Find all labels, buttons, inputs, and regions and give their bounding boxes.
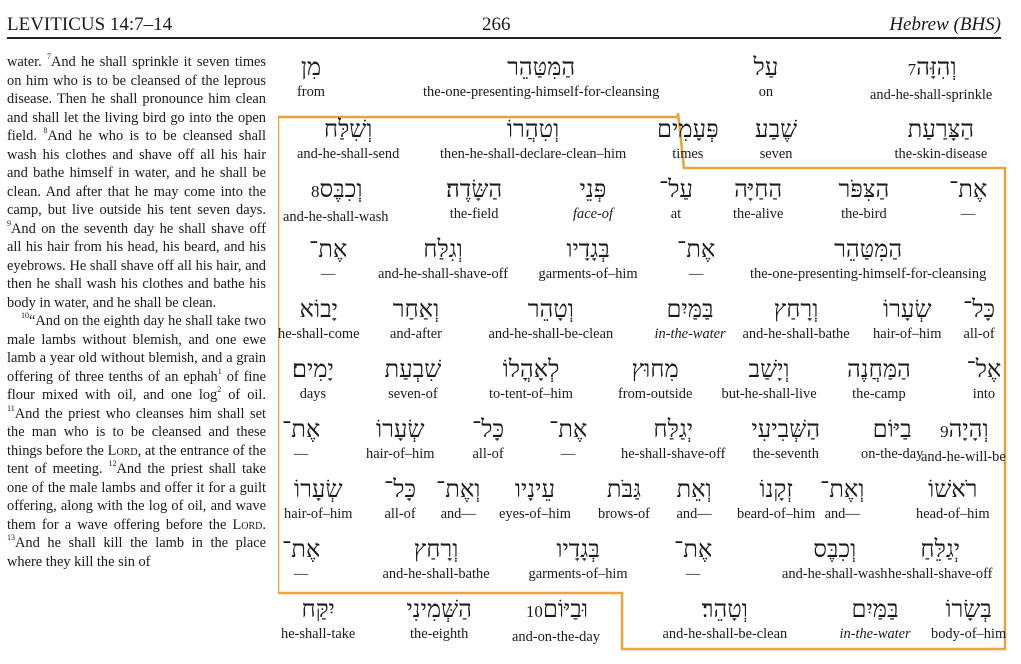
footnote-marker[interactable]: 1 <box>217 366 222 376</box>
english-gloss: days <box>299 386 327 402</box>
hebrew-word: הַמִּטַּהֵר <box>834 235 903 263</box>
hebrew-word: וְרָחַץ <box>413 535 459 563</box>
english-gloss: — <box>560 446 576 462</box>
english-text: of oil. <box>221 387 266 403</box>
hebrew-word: הַצִּפֹּר <box>838 175 890 203</box>
header-rule <box>7 37 1001 39</box>
english-text: water. <box>7 54 47 70</box>
english-gloss: the-one-presenting-himself-for-cleansing <box>423 84 660 100</box>
interlinear-word[interactable] <box>873 292 941 342</box>
interlinear-line <box>278 592 1008 652</box>
hebrew-word: וְהָיָה9 <box>940 415 989 443</box>
english-gloss: he-shall-shave-off <box>621 446 726 462</box>
interlinear-word[interactable] <box>659 172 693 222</box>
interlinear-word[interactable] <box>895 112 988 162</box>
hebrew-word: הַשְּׁמִינִי <box>406 595 472 623</box>
english-text: of fine flour mixed with oil, and one log <box>7 368 266 403</box>
english-text: “And on the eighth day he shall take two male lambs without blemish, and one ewe lamb a year old without blemish, and a grain offering of three tenths of an ephah <box>7 313 266 385</box>
hebrew-word: עַל <box>753 53 779 81</box>
hebrew-word: יְגַלַּח <box>653 415 694 443</box>
interlinear-word[interactable] <box>870 50 992 103</box>
hebrew-word: עֵינָיו <box>514 475 556 503</box>
english-gloss: and-he-shall-bathe <box>382 566 490 582</box>
english-gloss: and-he-shall-sprinkle <box>870 87 993 103</box>
interlinear-word[interactable] <box>618 352 692 402</box>
english-gloss: and-he-shall-be-clean <box>662 626 788 642</box>
interlinear-word[interactable] <box>385 352 442 402</box>
english-gloss: and-he-shall-wash <box>782 566 888 582</box>
hebrew-word: הַשְּׁבִיעִי <box>751 415 821 443</box>
hebrew-word: פְּעָמִים <box>657 115 719 143</box>
hebrew-word: כָּל־ <box>384 475 417 503</box>
interlinear-word[interactable] <box>663 592 788 642</box>
english-text: And he shall sprinkle it seven times on him who is to be cleansed of the leprous disease. Then he shall pronounce him clean and shall let the living bird go into the open field. <box>7 54 267 144</box>
interlinear-word[interactable] <box>820 472 864 522</box>
hebrew-word: עַל־ <box>659 175 693 203</box>
english-paragraph <box>7 53 266 312</box>
interlinear-word[interactable] <box>278 292 360 342</box>
hebrew-word: וְשִׁלַּח <box>323 115 373 143</box>
english-gloss: and-he-will-be <box>921 449 1006 465</box>
english-gloss: hair-of–him <box>284 506 353 522</box>
english-gloss: and-on-the-day <box>512 629 600 645</box>
hebrew-word: בַּמַּיִם <box>851 595 899 623</box>
english-text: , at the entrance of the tent of meeting. <box>7 442 266 477</box>
hebrew-word: רֹאשׁוֹ <box>928 475 978 503</box>
english-gloss: times <box>672 146 704 162</box>
english-gloss: head-of–him <box>916 506 990 522</box>
hebrew-word: אֶת־ <box>949 175 988 203</box>
interlinear-word[interactable] <box>921 412 1006 465</box>
interlinear-line <box>278 352 1008 412</box>
interlinear-word[interactable] <box>677 472 712 522</box>
interlinear-word[interactable] <box>446 172 502 222</box>
english-gloss: seven-of <box>388 386 438 402</box>
english-gloss: and-he-shall-be-clean <box>488 326 614 342</box>
hebrew-word: אֶת־ <box>282 535 321 563</box>
hebrew-word: יָבוֹא <box>299 295 338 323</box>
interlinear-line <box>278 112 1008 172</box>
interlinear-word[interactable] <box>840 592 911 642</box>
interlinear-word[interactable] <box>750 232 986 282</box>
interlinear-word[interactable] <box>931 592 1006 642</box>
hebrew-word: הַצָּרַעַת <box>907 115 975 143</box>
hebrew-word: אֶת־ <box>677 235 716 263</box>
hebrew-word: בְּשָׂרוֹ <box>945 595 992 623</box>
hebrew-word: וְהִזָּה7 <box>907 53 957 81</box>
interlinear-word[interactable] <box>407 592 472 642</box>
english-paragraph <box>7 312 266 571</box>
verse-number: 12 <box>108 459 117 469</box>
english-gloss: but-he-shall-live <box>721 386 817 402</box>
english-gloss: the-bird <box>841 206 887 222</box>
english-gloss: garments-of–him <box>538 266 638 282</box>
interlinear-word[interactable] <box>489 292 614 342</box>
interlinear-line <box>278 172 1008 232</box>
english-gloss: the-camp <box>852 386 906 402</box>
english-gloss: on <box>758 84 774 100</box>
english-gloss: — <box>320 266 336 282</box>
interlinear-word[interactable] <box>657 112 719 162</box>
hebrew-word: אֶת־ <box>549 415 588 443</box>
interlinear-line <box>278 50 1008 110</box>
hebrew-word: בַיּוֹם <box>872 415 912 443</box>
interlinear-word[interactable] <box>782 532 888 582</box>
interlinear-word[interactable] <box>754 50 779 100</box>
hebrew-word: וְכִבֶּס8 <box>310 175 363 203</box>
interlinear-word[interactable] <box>297 112 399 162</box>
text-name: Hebrew (BHS) <box>889 14 1001 35</box>
english-gloss: hair-of–him <box>366 446 435 462</box>
hebrew-word: הַשָּׂדֶה׃ <box>446 175 503 203</box>
interlinear-word[interactable] <box>539 232 638 282</box>
english-gloss: eyes-of–him <box>499 506 571 522</box>
english-gloss: into <box>972 386 996 402</box>
english-gloss: — <box>688 266 704 282</box>
english-text: And on the seventh day he shall shave off all his hair from his head, his beard, and his eyebrows. He shall shave off all his hair, and then he shall wash his clothes and bathe his body in water, and he shall be clean. <box>7 220 266 311</box>
interlinear-word[interactable] <box>440 112 626 162</box>
verse-number: 7 <box>46 52 51 62</box>
english-gloss: body-of–him <box>931 626 1007 642</box>
interlinear-word[interactable] <box>967 352 1002 402</box>
hebrew-word: בְּגָדָיו <box>566 235 610 263</box>
english-gloss: face-of <box>573 206 613 222</box>
hebrew-word: וְאֶת־ <box>436 475 481 503</box>
english-gloss: all-of <box>384 506 416 522</box>
hebrew-word: פְּנֵי <box>579 175 607 203</box>
interlinear-word[interactable] <box>423 50 659 100</box>
english-gloss: and-he-shall-bathe <box>742 326 850 342</box>
interlinear-word[interactable] <box>366 412 434 462</box>
english-gloss: he-shall-shave-off <box>888 566 993 582</box>
hebrew-word: הַמִּטַּהֵר <box>507 53 576 81</box>
english-gloss: the-eighth <box>410 626 469 642</box>
english-gloss: he-shall-take <box>281 626 356 642</box>
english-gloss: from <box>297 84 325 100</box>
verse-number: 7 <box>907 60 917 79</box>
english-text: And the priest shall take one of the male lambs and offer it for a guilt offering, along with the log of oil, and wave them for a wave offering before the <box>7 461 267 533</box>
interlinear-word[interactable] <box>489 352 573 402</box>
interlinear-word[interactable] <box>283 172 389 225</box>
hebrew-word: יְגַלֵּחַ <box>920 535 961 563</box>
page-number: 266 <box>482 14 511 35</box>
hebrew-word: הַחַיָּה <box>734 175 783 203</box>
interlinear-word[interactable] <box>839 172 890 222</box>
hebrew-word: כָּל־ <box>963 295 996 323</box>
verse-number: 8 <box>310 182 320 201</box>
interlinear-word[interactable] <box>309 232 347 282</box>
interlinear-word[interactable] <box>390 292 442 342</box>
hebrew-word: שֶׁבַע <box>755 115 798 143</box>
english-gloss: and— <box>824 506 860 522</box>
english-gloss: from-outside <box>618 386 693 402</box>
hebrew-word: וְיָשַׁב <box>748 355 790 383</box>
english-gloss: and-he-shall-send <box>297 146 400 162</box>
interlinear-word[interactable] <box>292 352 334 402</box>
interlinear-word[interactable] <box>529 532 628 582</box>
hebrew-word: שְׂעָרוֹ <box>375 415 425 443</box>
english-gloss: and-he-shall-wash <box>283 209 389 225</box>
hebrew-word: לְאָהֳלוֹ <box>502 355 560 383</box>
hebrew-word: בְּגָדָיו <box>556 535 600 563</box>
interlinear-word[interactable] <box>472 412 504 462</box>
english-gloss: brows-of <box>598 506 650 522</box>
english-text: And the priest who cleanses him shall set the man who is to be cleansed and these things before the <box>7 405 266 459</box>
interlinear-line <box>278 532 1008 592</box>
hebrew-word: וְגִלַּח <box>423 235 463 263</box>
interlinear-word[interactable] <box>861 412 923 462</box>
hebrew-word: וּבַיּוֹם10 <box>525 595 589 623</box>
interlinear-line <box>278 292 1008 352</box>
interlinear-word[interactable] <box>573 172 613 222</box>
hebrew-word: וְכִבֶּס <box>813 535 857 563</box>
english-gloss: he-shall-come <box>278 326 360 342</box>
interlinear-word[interactable] <box>621 412 725 462</box>
interlinear-word[interactable] <box>752 412 821 462</box>
hebrew-word: וְאֵת <box>676 475 712 503</box>
hebrew-word: וְרָחַץ <box>773 295 819 323</box>
interlinear-line <box>278 412 1008 472</box>
english-gloss: — <box>685 566 701 582</box>
english-gloss: beard-of–him <box>737 506 816 522</box>
interlinear-word[interactable] <box>963 292 995 342</box>
verse-number: 8 <box>43 126 48 136</box>
book-reference: LEVITICUS 14:7–14 <box>7 14 173 35</box>
english-gloss: to-tent-of–him <box>489 386 573 402</box>
english-gloss: and— <box>440 506 476 522</box>
verse-number: 13 <box>7 533 15 543</box>
english-gloss: the-field <box>449 206 499 222</box>
english-gloss: all-of <box>963 326 995 342</box>
interlinear-word[interactable] <box>916 472 990 522</box>
hebrew-word: שְׂעָרוֹ <box>882 295 932 323</box>
hebrew-word: וְטָהֵר׃ <box>701 595 748 623</box>
interlinear-word[interactable] <box>888 532 992 582</box>
hebrew-interlinear <box>278 50 1008 664</box>
english-gloss: garments-of–him <box>528 566 628 582</box>
hebrew-word: וְטִהֲרוֹ <box>506 115 560 143</box>
hebrew-word: וְטָהֵר <box>527 295 574 323</box>
english-gloss: and-after <box>390 326 442 342</box>
interlinear-word[interactable] <box>655 292 726 342</box>
interlinear-line <box>278 232 1008 292</box>
hebrew-word: הַמַּחֲנֶה <box>847 355 911 383</box>
english-text: . <box>262 516 266 533</box>
interlinear-word[interactable] <box>674 532 712 582</box>
verse-number: 9 <box>7 218 11 228</box>
hebrew-word: אֶל־ <box>966 355 1002 383</box>
english-gloss: all-of <box>472 446 504 462</box>
hebrew-word: כָּל־ <box>472 415 505 443</box>
interlinear-word[interactable] <box>733 172 783 222</box>
english-gloss: the-seventh <box>752 446 819 462</box>
interlinear-word[interactable] <box>598 472 650 522</box>
interlinear-word[interactable] <box>949 172 987 222</box>
interlinear-word[interactable] <box>384 472 416 522</box>
english-gloss: hair-of–him <box>873 326 942 342</box>
interlinear-word[interactable] <box>755 112 797 162</box>
verse-number: 10 <box>21 311 29 321</box>
interlinear-word[interactable] <box>549 412 587 462</box>
english-gloss: the-skin-disease <box>894 146 988 162</box>
interlinear-word[interactable] <box>383 532 490 582</box>
verse-number: 9 <box>940 422 949 441</box>
english-text: And he who is to be cleansed shall wash his clothes and shave off all his hair and bathe himself in water, and he shall be clean. And after that he may come into the camp, but live outside his tent seven days. <box>7 128 266 218</box>
interlinear-line <box>278 472 1008 532</box>
verse-number: 11 <box>7 403 15 413</box>
interlinear-word[interactable] <box>282 532 320 582</box>
english-gloss: — <box>960 206 976 222</box>
english-gloss: and-he-shall-shave-off <box>378 266 508 282</box>
interlinear-word[interactable] <box>512 592 600 645</box>
english-gloss: and— <box>676 506 712 522</box>
english-gloss: seven <box>759 146 793 162</box>
hebrew-word: וְאֶת־ <box>820 475 865 503</box>
hebrew-word: יָמִים׃ <box>292 355 334 383</box>
footnote-marker[interactable]: 2 <box>217 385 222 395</box>
hebrew-word: אֶת־ <box>674 535 713 563</box>
english-gloss: at <box>670 206 682 222</box>
divine-name: Lord <box>107 442 138 459</box>
hebrew-word: אֶת־ <box>282 415 321 443</box>
interlinear-word[interactable] <box>847 352 911 402</box>
english-translation <box>7 53 266 571</box>
english-gloss: — <box>293 446 309 462</box>
interlinear-word[interactable] <box>297 50 325 100</box>
interlinear-word[interactable] <box>284 472 352 522</box>
english-gloss: the-one-presenting-himself-for-cleansing <box>750 266 987 282</box>
english-gloss: the-alive <box>733 206 784 222</box>
divine-name: Lord <box>232 516 263 533</box>
hebrew-word: זְקָנוֹ <box>759 475 793 503</box>
verse-number: 10 <box>525 602 543 621</box>
interlinear-word[interactable] <box>499 472 571 522</box>
hebrew-word: שְׂעָרוֹ <box>293 475 343 503</box>
interlinear-word[interactable] <box>737 472 815 522</box>
english-gloss: on-the-day <box>861 446 924 462</box>
english-gloss: in-the-water <box>839 626 911 642</box>
english-text: And he shall kill the lamb in the place where they kill the sin of <box>7 535 266 570</box>
interlinear-word[interactable] <box>677 232 715 282</box>
interlinear-word[interactable] <box>282 412 320 462</box>
interlinear-word[interactable] <box>722 352 817 402</box>
english-gloss: — <box>293 566 309 582</box>
interlinear-word[interactable] <box>743 292 850 342</box>
english-gloss: in-the-water <box>654 326 726 342</box>
hebrew-word: בַּמַּיִם <box>666 295 714 323</box>
interlinear-word[interactable] <box>436 472 480 522</box>
english-gloss: then-he-shall-declare-clean–him <box>440 146 627 162</box>
hebrew-word: וְאַחַר <box>392 295 440 323</box>
hebrew-word: מִחוּץ <box>631 355 679 383</box>
interlinear-word[interactable] <box>281 592 355 642</box>
interlinear-word[interactable] <box>378 232 508 282</box>
hebrew-word: אֶת־ <box>309 235 348 263</box>
hebrew-word: גַּבֹּת <box>606 475 642 503</box>
hebrew-word: מִן <box>300 53 322 81</box>
hebrew-word: יִקַּח <box>301 595 335 623</box>
hebrew-word: שִׁבְעַת <box>384 355 442 383</box>
